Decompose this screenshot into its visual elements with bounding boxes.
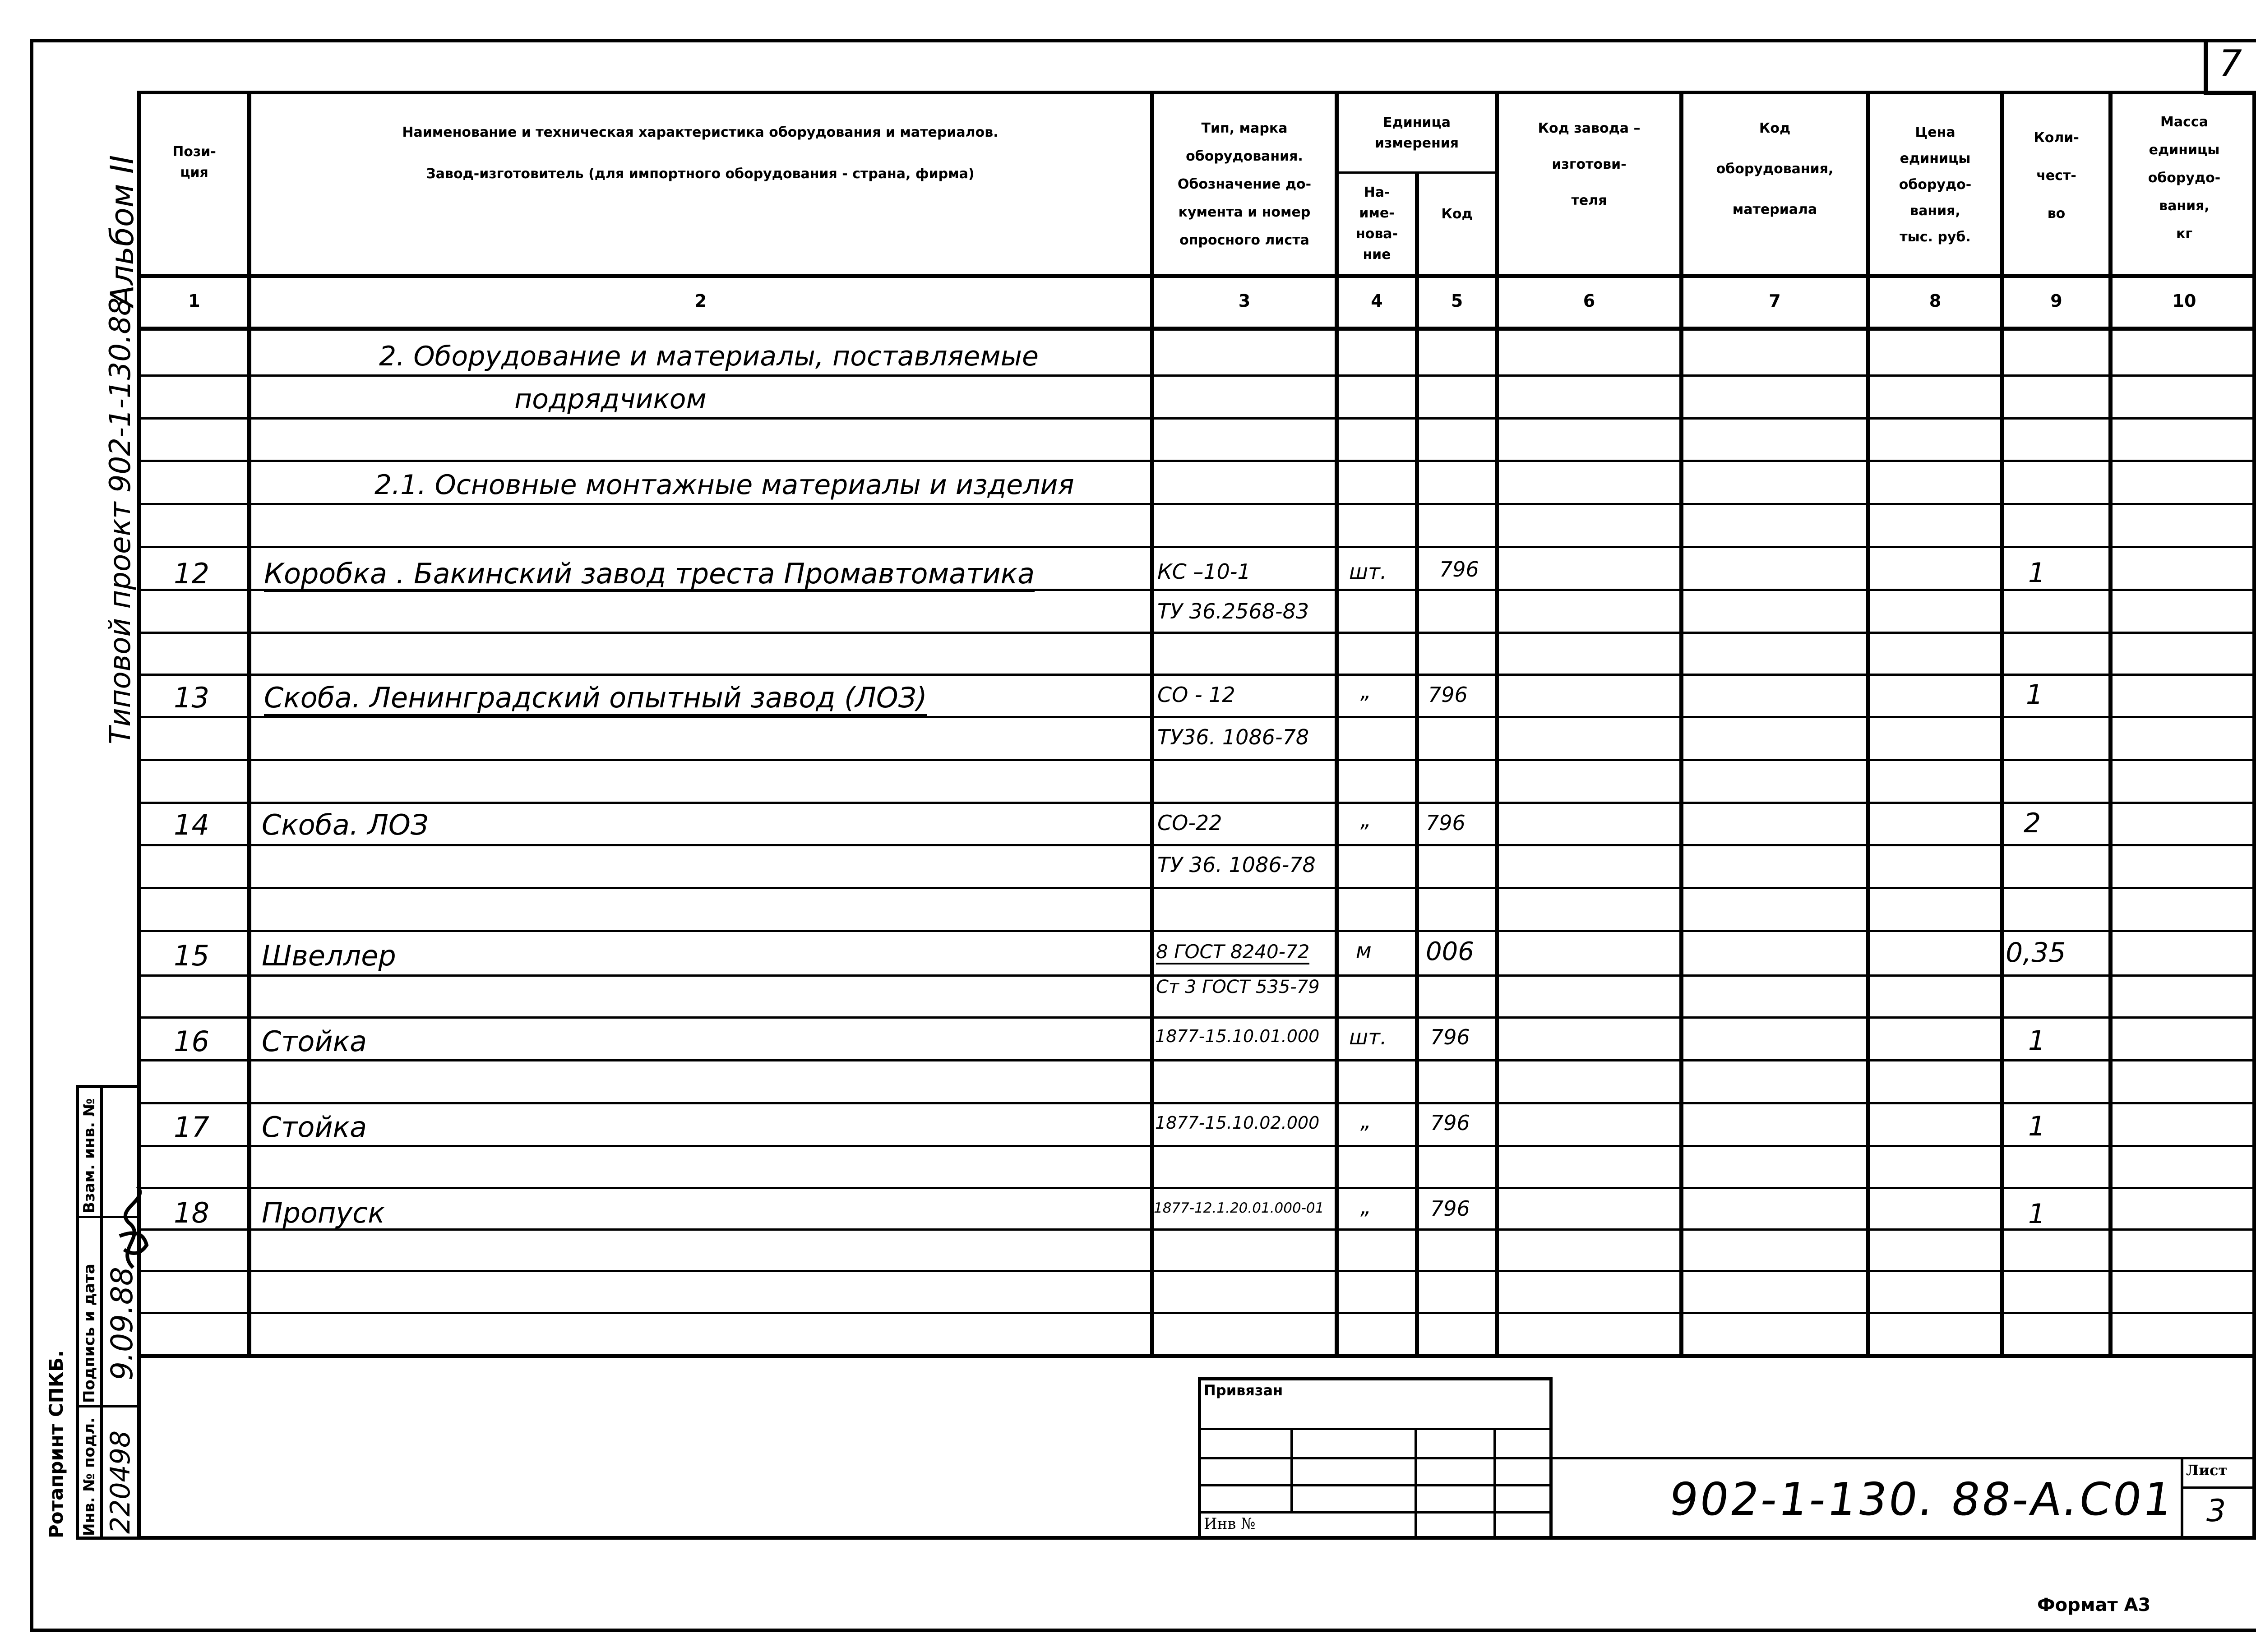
col-number-4: 4 bbox=[1371, 291, 1383, 311]
row-18-name: Пропуск bbox=[262, 1196, 385, 1229]
col-header-5: Код bbox=[1441, 206, 1473, 222]
col-number-10: 10 bbox=[2172, 291, 2196, 311]
col-header-6: Код завода – изготови- теля bbox=[1538, 120, 1641, 208]
col-header-2: Наименование и техническая характеристика оборудования и материалов. Завод-изготовитель (для импортного оборудования - страна, фирма) bbox=[402, 125, 999, 182]
signature-scribble bbox=[106, 1182, 156, 1272]
stamp-vline bbox=[1493, 1428, 1496, 1538]
stamp-inv-label: Инв № bbox=[1204, 1515, 1256, 1533]
row-line bbox=[137, 1016, 2256, 1019]
title-block-top bbox=[1553, 1457, 2256, 1459]
sheet-corner-number: 7 bbox=[2219, 42, 2242, 84]
row-12-quantity: 1 bbox=[2028, 557, 2046, 589]
section-2-heading-line1: 2. Оборудование и материалы, поставляемые bbox=[379, 341, 1039, 372]
row-14-position: 14 bbox=[174, 808, 209, 841]
row-13-position: 13 bbox=[174, 681, 209, 714]
row-12-type: КС –10-1 bbox=[1157, 559, 1251, 584]
row-line bbox=[137, 716, 2256, 718]
row-16-name: Стойка bbox=[262, 1025, 367, 1058]
stamp-line bbox=[1198, 1511, 1553, 1514]
stamp-vline bbox=[1290, 1428, 1293, 1511]
row-13-unit: „ bbox=[1360, 679, 1371, 703]
row-15-document: Ст 3 ГОСТ 535-79 bbox=[1156, 977, 1320, 997]
col-line-5 bbox=[1495, 91, 1499, 1356]
row-16-unit: шт. bbox=[1349, 1025, 1387, 1049]
row-17-unit-code: 796 bbox=[1430, 1111, 1470, 1135]
row-line bbox=[137, 1145, 2256, 1147]
colnum-divider bbox=[137, 327, 2256, 331]
row-16-unit-code: 796 bbox=[1430, 1025, 1470, 1049]
row-line bbox=[137, 632, 2256, 634]
row-17-name: Стойка bbox=[262, 1111, 367, 1144]
stamp-line bbox=[1198, 1457, 1553, 1459]
row-line bbox=[137, 460, 2256, 462]
row-15-unit: м bbox=[1356, 938, 1372, 963]
col-number-7: 7 bbox=[1769, 291, 1781, 311]
row-16-position: 16 bbox=[174, 1025, 209, 1058]
col-header-7: Код оборудования, материала bbox=[1716, 120, 1834, 217]
row-line bbox=[137, 417, 2256, 420]
col-line-9 bbox=[2108, 91, 2113, 1356]
row-18-unit-code: 796 bbox=[1430, 1196, 1470, 1221]
col-line-2 bbox=[1150, 91, 1154, 1356]
vzam-inv-label: Взам. инв. № bbox=[80, 1098, 98, 1214]
format-label: Формат А3 bbox=[2037, 1595, 2151, 1615]
row-line bbox=[137, 546, 2256, 548]
col-line-7 bbox=[1866, 91, 1870, 1356]
row-14-type: СО-22 bbox=[1157, 811, 1222, 835]
col-line-8 bbox=[2000, 91, 2004, 1356]
row-15-unit-code: 006 bbox=[1426, 937, 1474, 966]
row-14-unit: „ bbox=[1360, 808, 1371, 832]
sheet-cell-left bbox=[2181, 1457, 2183, 1540]
row-18-quantity: 1 bbox=[2028, 1198, 2046, 1230]
section-2-heading-line2: подрядчиком bbox=[514, 383, 707, 415]
row-17-position: 17 bbox=[174, 1111, 209, 1144]
row-13-type: СО - 12 bbox=[1157, 683, 1235, 707]
row-15-position: 15 bbox=[174, 939, 209, 972]
row-15-name: Швеллер bbox=[262, 939, 396, 972]
stamp-line bbox=[1198, 1484, 1553, 1486]
col-header-10: Масса единицы оборудо- вания, кг bbox=[2148, 114, 2221, 242]
row-line bbox=[137, 374, 2256, 377]
row-line bbox=[137, 1187, 2256, 1189]
col-line-6 bbox=[1679, 91, 1683, 1356]
col-number-6: 6 bbox=[1583, 291, 1595, 311]
row-14-quantity: 2 bbox=[2024, 808, 2041, 839]
row-line bbox=[137, 1059, 2256, 1061]
signature-date-label: Подпись и дата bbox=[80, 1264, 98, 1403]
project-label: Типовой проект 902-1-130.88 bbox=[104, 297, 137, 744]
row-16-type: 1877-15.10.01.000 bbox=[1155, 1026, 1320, 1046]
row-17-quantity: 1 bbox=[2028, 1111, 2046, 1142]
col-header-3: Тип, марка оборудования. Обозначение до- кумента и номер опросного листа bbox=[1177, 120, 1312, 248]
row-13-name: Скоба. Ленинградский опытный завод (ЛОЗ) bbox=[264, 681, 927, 716]
row-line bbox=[137, 844, 2256, 846]
col-line-4 bbox=[1415, 174, 1419, 1356]
col-number-8: 8 bbox=[1929, 291, 1942, 311]
row-14-document: ТУ 36. 1086-78 bbox=[1157, 853, 1316, 877]
left-stamp-vline bbox=[100, 1085, 103, 1540]
sheet-label: Лист bbox=[2186, 1462, 2228, 1479]
row-14-name: Скоба. ЛОЗ bbox=[262, 808, 429, 841]
row-line bbox=[137, 759, 2256, 761]
row-line bbox=[137, 674, 2256, 676]
col-number-1: 1 bbox=[188, 291, 200, 311]
col-number-3: 3 bbox=[1238, 291, 1251, 311]
col-header-1: Пози- ция bbox=[172, 144, 216, 180]
album-label: Альбом II bbox=[104, 155, 141, 307]
row-12-unit-code: 796 bbox=[1439, 557, 1479, 581]
rows-bottom-line bbox=[137, 1354, 2256, 1358]
col-line-1 bbox=[247, 91, 251, 1356]
row-13-unit-code: 796 bbox=[1428, 683, 1468, 707]
row-12-position: 12 bbox=[174, 557, 209, 590]
row-18-type: 1877-12.1.20.01.000-01 bbox=[1154, 1200, 1324, 1216]
row-17-type: 1877-15.10.02.000 bbox=[1155, 1113, 1320, 1133]
row-line bbox=[137, 887, 2256, 889]
stamp-privyazan-label: Привязан bbox=[1204, 1382, 1283, 1399]
row-15-quantity: 0,35 bbox=[2006, 937, 2066, 969]
row-15-type: 8 ГОСТ 8240-72 bbox=[1156, 941, 1309, 964]
col-number-5: 5 bbox=[1451, 291, 1463, 311]
row-14-unit-code: 796 bbox=[1426, 811, 1465, 835]
col-number-2: 2 bbox=[694, 291, 707, 311]
inv-podl-value: 220498 bbox=[105, 1430, 136, 1534]
row-13-document: ТУ36. 1086-78 bbox=[1157, 725, 1309, 749]
row-18-position: 18 bbox=[174, 1196, 209, 1229]
row-18-unit: „ bbox=[1360, 1195, 1371, 1219]
row-16-quantity: 1 bbox=[2028, 1025, 2046, 1057]
col-line-3 bbox=[1335, 91, 1339, 1356]
row-line bbox=[137, 930, 2256, 932]
row-12-document: ТУ 36.2568-83 bbox=[1157, 599, 1309, 623]
row-line bbox=[137, 1102, 2256, 1104]
document-code: 902-1-130. 88-А.С01 bbox=[1665, 1473, 2177, 1526]
section-2-1-heading: 2.1. Основные монтажные материалы и изделия bbox=[374, 469, 1074, 501]
row-12-unit: шт. bbox=[1349, 559, 1387, 584]
sheet-cell-divider bbox=[2181, 1486, 2256, 1489]
unit-group-header: Единица измерения bbox=[1374, 115, 1459, 151]
row-line bbox=[137, 503, 2256, 505]
left-stamp-hline bbox=[76, 1405, 141, 1407]
col-header-9: Коли- чест- во bbox=[2034, 130, 2079, 221]
col-header-8: Цена единицы оборудо- вания, тыс. руб. bbox=[1899, 125, 1972, 245]
inv-podl-label: Инв. № подл. bbox=[80, 1417, 98, 1536]
sheet-number: 3 bbox=[2206, 1493, 2226, 1529]
row-line bbox=[137, 1228, 2256, 1231]
row-12-name: Коробка . Бакинский завод треста Промавтоматика bbox=[264, 557, 1035, 592]
row-line bbox=[137, 802, 2256, 804]
row-17-unit: „ bbox=[1360, 1109, 1371, 1133]
stamp-line bbox=[1198, 1428, 1553, 1430]
col-header-4: На- име- нова- ние bbox=[1355, 185, 1398, 263]
stamp-vline bbox=[1415, 1428, 1417, 1538]
signature-date-value: 9.09.88 bbox=[105, 1267, 139, 1380]
row-line bbox=[137, 1270, 2256, 1272]
row-13-quantity: 1 bbox=[2026, 679, 2043, 711]
header-divider bbox=[137, 274, 2256, 278]
row-line bbox=[137, 1312, 2256, 1314]
rotaprint-label: Ротапринт СПКБ. bbox=[45, 1350, 67, 1538]
corner-box-line bbox=[2204, 42, 2208, 95]
col-number-9: 9 bbox=[2050, 291, 2062, 311]
